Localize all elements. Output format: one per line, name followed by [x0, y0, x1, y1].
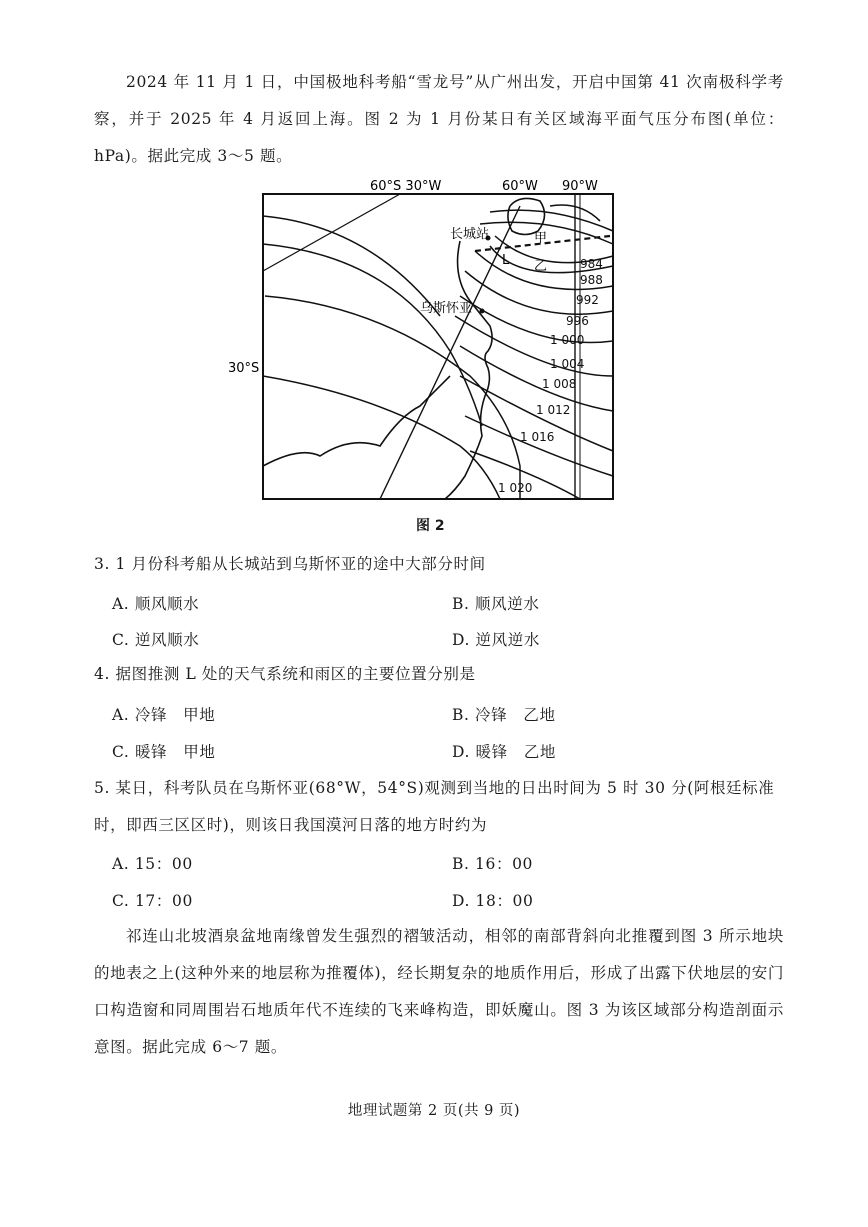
page-footer: 地理试题第 2 页(共 9 页): [347, 1103, 521, 1119]
question-5-option-c: C. 17：00: [112, 892, 193, 910]
figure-2-caption: 图 2: [416, 518, 445, 534]
question-5-option-b: B. 16：00: [452, 855, 533, 873]
label-30s: 30°S: [228, 361, 260, 376]
isobar-label-1016: 1 016: [520, 430, 555, 444]
label-60s-30w: 60°S 30°W: [370, 179, 442, 194]
question-5-stem: 5. 某日，科考队员在乌斯怀亚(68°W，54°S)观测到当地的日出时间为 5 时 30 分(阿根廷标准时，即西三区区时)，则该日我国漠河日落的地方时约为: [94, 779, 775, 834]
isobar-label-1020: 1 020: [498, 481, 533, 495]
label-wushuaia: 乌斯怀亚: [420, 301, 473, 316]
figure-2-pressure-map: [220, 176, 620, 506]
isobar-label-1012: 1 012: [536, 403, 571, 417]
outro-paragraph: 祁连山北坡酒泉盆地南缘曾发生强烈的褶皱活动，相邻的南部背斜向北推覆到图 3 所示地块的地表之上(这种外来的地层称为推覆体)，经长期复杂的地质作用后，形成了出露下伏地层的安门口构造窗和同周围岩石地质年代不连续的飞来峰构造，即妖魔山。图 3 为该区域部分构造剖面示意图。据此完成 6～7 题。: [94, 927, 784, 1056]
label-jia: 甲: [534, 231, 548, 246]
question-4-option-a: A. 冷锋 甲地: [112, 706, 216, 724]
isobar-label-996: 996: [566, 314, 589, 328]
isobar-label-984: 984: [580, 257, 603, 271]
question-3-option-b: B. 顺风逆水: [452, 595, 540, 613]
question-3-option-d: D. 逆风逆水: [452, 631, 540, 649]
question-4-stem: 4. 据图推测 L 处的天气系统和雨区的主要位置分别是: [94, 665, 476, 683]
label-low-pressure: L: [502, 253, 510, 268]
question-5-option-d: D. 18：00: [452, 892, 534, 910]
question-3-option-a: A. 顺风顺水: [112, 595, 200, 613]
question-3-stem: 3. 1 月份科考船从长城站到乌斯怀亚的途中大部分时间: [94, 555, 486, 573]
question-4-option-c: C. 暖锋 甲地: [112, 743, 216, 761]
question-4-option-b: B. 冷锋 乙地: [452, 706, 556, 724]
label-changcheng-station: 长城站: [450, 227, 490, 242]
question-3-option-c: C. 逆风顺水: [112, 631, 200, 649]
isobar-label-1000: 1 000: [550, 333, 585, 347]
label-90w: 90°W: [562, 179, 598, 194]
question-5-option-a: A. 15：00: [112, 855, 193, 873]
isobar-label-992: 992: [576, 293, 599, 307]
isobar-label-988: 988: [580, 273, 603, 287]
label-yi: 乙: [534, 259, 548, 274]
intro-paragraph: 2024 年 11 月 1 日，中国极地科考船“雪龙号”从广州出发，开启中国第 41 次南极科学考察，并于 2025 年 4 月返回上海。图 2 为 1 月份某日有关区域海平面气压分布图(单位：hPa)。据此完成 3～5 题。: [94, 73, 784, 165]
question-4-option-d: D. 暖锋 乙地: [452, 743, 557, 761]
isobar-label-1004: 1 004: [550, 357, 585, 371]
isobar-label-1008: 1 008: [542, 377, 577, 391]
label-60w: 60°W: [502, 179, 538, 194]
